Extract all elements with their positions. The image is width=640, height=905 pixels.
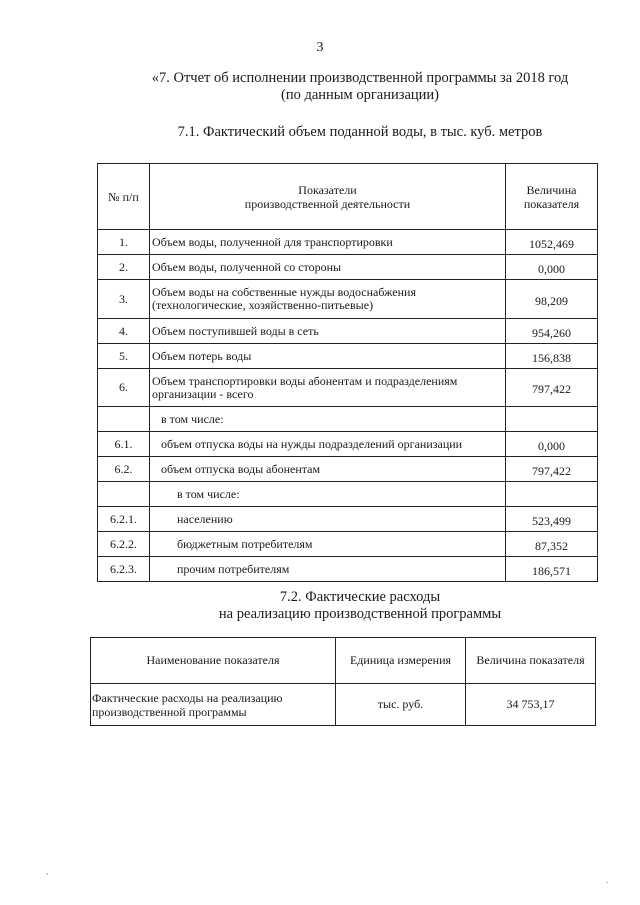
section-title-line2: (по данным организации) xyxy=(280,87,439,103)
scan-mark: . xyxy=(606,875,609,885)
row-value: 0,000 xyxy=(506,432,598,457)
row-value: 156,838 xyxy=(506,344,598,369)
table-row xyxy=(98,507,598,532)
row-value: 797,422 xyxy=(506,369,598,407)
row-number: 3. xyxy=(98,280,150,319)
row-value: 0,000 xyxy=(506,255,598,280)
row-indicator: объем отпуска воды на нужды подразделений организации xyxy=(150,432,506,457)
expense-value: 34 753,17 xyxy=(466,684,596,726)
row-number: 6. xyxy=(98,369,150,407)
row-value: 186,571 xyxy=(506,557,598,582)
subsection-2-title-line2: на реализацию производственной программы xyxy=(218,606,502,622)
table-row xyxy=(98,369,598,407)
row-value: 1052,469 xyxy=(506,230,598,255)
table-row xyxy=(91,684,596,726)
subsection-1-title: 7.1. Фактический объем поданной воды, в тыс. куб. метров xyxy=(177,124,543,140)
table-row xyxy=(98,407,598,432)
row-number: 4. xyxy=(98,319,150,344)
row-indicator: Объем поступившей воды в сеть xyxy=(150,319,506,344)
row-indicator: в том числе: xyxy=(150,482,506,507)
table-row xyxy=(98,319,598,344)
expense-name-line2: производственной программы xyxy=(92,704,247,719)
row-number: 6.2.1. xyxy=(98,507,150,532)
row-value xyxy=(506,482,598,507)
page-number: 3 xyxy=(316,40,324,55)
table-row xyxy=(98,557,598,582)
row-value xyxy=(506,407,598,432)
row-number xyxy=(98,482,150,507)
subsection-2-title xyxy=(100,589,620,623)
row-indicator: населению xyxy=(150,507,506,532)
table-row xyxy=(98,482,598,507)
table2-header-name: Наименование показателя xyxy=(91,638,336,684)
row-indicator: объем отпуска воды абонентам xyxy=(150,457,506,482)
expense-unit: тыс. руб. xyxy=(336,684,466,726)
table1-header-num: № п/п xyxy=(98,164,150,230)
row-indicator: Объем потерь воды xyxy=(150,344,506,369)
table-row xyxy=(98,280,598,319)
row-indicator: Объем транспортировки воды абонентам и подразделениям организации - всего xyxy=(150,369,506,407)
row-number: 6.1. xyxy=(98,432,150,457)
row-number: 6.2.3. xyxy=(98,557,150,582)
table1-header-name-line1: Показатели xyxy=(298,182,357,197)
table1-header-value xyxy=(506,164,598,230)
row-value: 98,209 xyxy=(506,280,598,319)
water-volume-table xyxy=(97,163,598,582)
row-value: 797,422 xyxy=(506,457,598,482)
table-row xyxy=(98,457,598,482)
row-number: 2. xyxy=(98,255,150,280)
expenses-table xyxy=(90,637,596,726)
row-number: 6.2.2. xyxy=(98,532,150,557)
table1-header-value-line2: показателя xyxy=(523,196,580,211)
section-title xyxy=(100,70,620,104)
table2-header-row xyxy=(91,638,596,684)
row-number: 5. xyxy=(98,344,150,369)
table1-header-row xyxy=(98,164,598,230)
table-row xyxy=(98,532,598,557)
table1-header-name xyxy=(150,164,506,230)
row-indicator: бюджетным потребителям xyxy=(150,532,506,557)
scan-mark: , xyxy=(46,866,49,876)
row-number xyxy=(98,407,150,432)
subsection-2-title-line1: 7.2. Фактические расходы xyxy=(279,589,441,605)
expense-name xyxy=(91,684,336,726)
row-value: 87,352 xyxy=(506,532,598,557)
table2-header-value: Величина показателя xyxy=(466,638,596,684)
row-value: 954,260 xyxy=(506,319,598,344)
table-row xyxy=(98,230,598,255)
table1-header-value-line1: Величина xyxy=(526,182,577,197)
table-row xyxy=(98,255,598,280)
row-indicator: прочим потребителям xyxy=(150,557,506,582)
row-indicator: Объем воды, полученной для транспортировки xyxy=(150,230,506,255)
row-indicator: в том числе: xyxy=(150,407,506,432)
table-row xyxy=(98,432,598,457)
table-row xyxy=(98,344,598,369)
row-value: 523,499 xyxy=(506,507,598,532)
row-indicator: Объем воды на собственные нужды водоснабжения (технологические, хозяйственно-питьевые) xyxy=(150,280,506,319)
table1-header-name-line2: производственной деятельности xyxy=(244,196,411,211)
section-title-line1: «7. Отчет об исполнении производственной программы за 2018 год xyxy=(151,70,569,86)
expense-name-line1: Фактические расходы на реализацию xyxy=(92,690,283,705)
row-indicator: Объем воды, полученной со стороны xyxy=(150,255,506,280)
row-number: 6.2. xyxy=(98,457,150,482)
table2-header-unit: Единица измерения xyxy=(336,638,466,684)
row-number: 1. xyxy=(98,230,150,255)
